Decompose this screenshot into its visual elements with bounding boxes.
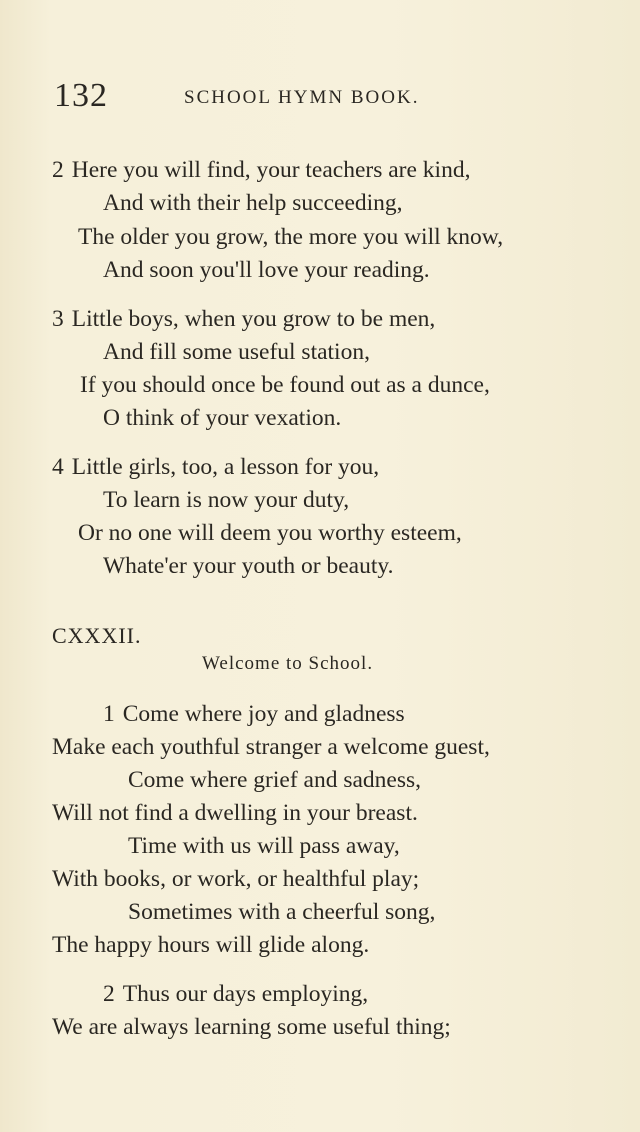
stanza-line [52,304,435,334]
stanza-line: O think of your vexation. [103,405,342,431]
stanza-line: Will not find a dwelling in your breast. [52,800,418,826]
page-number: 132 [54,77,108,114]
verse-text: Thus our days employing, [122,981,369,1007]
stanza-line [103,979,368,1009]
stanza-line [103,699,405,729]
stanza-line: If you should once be found out as a dunce, [80,372,490,398]
hymn-title: Welcome to School. [202,653,374,674]
stanza-number: 2 [52,157,64,183]
verse-text: Here you will find, your teachers are kind, [71,157,471,183]
stanza-line: Make each youthful stranger a welcome guest, [52,734,490,760]
stanza-line: Or no one will deem you worthy esteem, [78,520,462,546]
stanza-line [52,155,470,185]
stanza-line: Come where grief and sadness, [128,767,422,793]
stanza-line [52,452,379,482]
stanza-line: Whate'er your youth or beauty. [103,553,394,579]
stanza-number: 1 [103,701,115,727]
stanza-line: And fill some useful station, [103,339,370,365]
stanza-number: 3 [52,306,64,332]
verse-text: Little girls, too, a lesson for you, [71,454,380,480]
verse-text: Come where joy and gladness [122,701,405,727]
hymn-number: CXXXII. [52,623,142,648]
stanza-line: Time with us will pass away, [128,833,400,859]
page-header [54,76,594,116]
verse-text: Little boys, when you grow to be men, [71,306,436,332]
stanza-line: The happy hours will glide along. [52,932,370,958]
stanza-line: We are always learning some useful thing; [52,1014,451,1040]
stanza-number: 2 [103,981,115,1007]
stanza-line: To learn is now your duty, [103,487,350,513]
running-head: SCHOOL HYMN BOOK. [184,87,420,108]
stanza-line: Sometimes with a cheerful song, [128,899,436,925]
stanza-line: The older you grow, the more you will know, [78,224,504,250]
stanza-number: 4 [52,454,64,480]
stanza-line: And with their help succeeding, [103,190,403,216]
stanza-line: With books, or work, or healthful play; [52,866,420,892]
stanza-line: And soon you'll love your reading. [103,257,430,283]
